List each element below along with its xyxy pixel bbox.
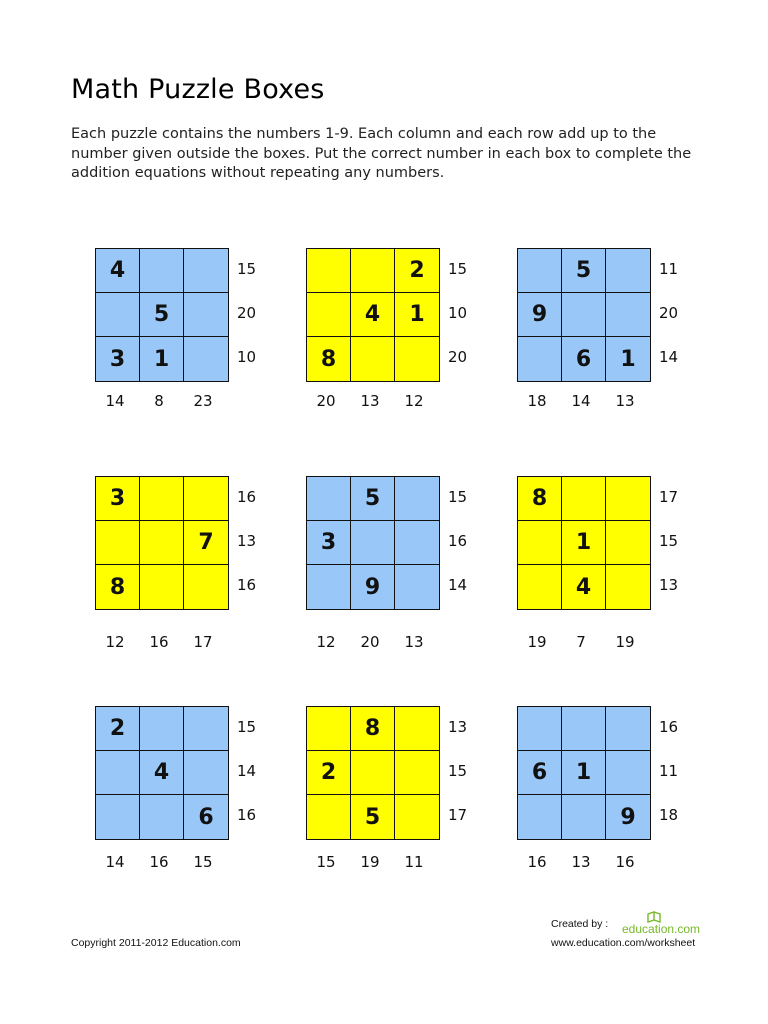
puzzle-cell[interactable]	[96, 795, 140, 839]
row-sum: 15	[659, 532, 679, 550]
puzzle-cell[interactable]	[140, 521, 184, 565]
puzzle-cell[interactable]	[518, 795, 562, 839]
puzzle-cell[interactable]	[96, 521, 140, 565]
website-url[interactable]: www.education.com/worksheet	[551, 937, 696, 949]
puzzle-6	[517, 476, 747, 651]
puzzle-cell[interactable]	[562, 707, 606, 751]
puzzle-1	[95, 248, 325, 418]
puzzle-cell[interactable]	[140, 707, 184, 751]
puzzle-cell[interactable]: 5	[562, 249, 606, 293]
row-sum: 13	[659, 576, 679, 594]
puzzle-cell[interactable]: 4	[96, 249, 140, 293]
puzzle-cell[interactable]	[395, 521, 439, 565]
column-sum: 11	[404, 853, 424, 871]
column-sum: 12	[404, 392, 424, 410]
puzzle-cell[interactable]	[140, 795, 184, 839]
column-sum: 12	[105, 633, 125, 651]
puzzle-cell[interactable]	[395, 751, 439, 795]
column-sum: 19	[527, 633, 547, 651]
puzzle-cell[interactable]	[307, 565, 351, 609]
puzzle-cell[interactable]	[96, 293, 140, 337]
row-sum: 13	[448, 718, 468, 736]
puzzle-cell[interactable]	[395, 477, 439, 521]
puzzle-cell[interactable]: 7	[184, 521, 228, 565]
puzzle-4	[95, 476, 325, 651]
puzzle-cell[interactable]	[562, 795, 606, 839]
puzzle-cell[interactable]	[140, 565, 184, 609]
column-sum: 7	[576, 633, 586, 651]
column-sum: 13	[571, 853, 591, 871]
puzzle-cell[interactable]	[562, 477, 606, 521]
column-sum: 18	[527, 392, 547, 410]
row-sum: 16	[659, 718, 679, 736]
row-sum: 17	[659, 488, 679, 506]
puzzle-cell[interactable]: 6	[184, 795, 228, 839]
row-sum: 16	[237, 806, 257, 824]
column-sum: 19	[615, 633, 635, 651]
puzzle-cell[interactable]: 6	[518, 751, 562, 795]
column-sum: 16	[149, 853, 169, 871]
column-sum: 16	[527, 853, 547, 871]
row-sum: 18	[659, 806, 679, 824]
puzzle-cell[interactable]	[307, 795, 351, 839]
puzzle-cell[interactable]	[307, 293, 351, 337]
column-sum: 14	[571, 392, 591, 410]
puzzle-grid	[95, 248, 229, 382]
puzzle-cell[interactable]: 4	[140, 751, 184, 795]
puzzle-cell[interactable]: 3	[96, 337, 140, 381]
puzzle-grid	[306, 706, 440, 840]
puzzle-grid	[95, 706, 229, 840]
puzzle-cell[interactable]	[518, 521, 562, 565]
puzzle-cell[interactable]	[351, 249, 395, 293]
column-sum: 20	[316, 392, 336, 410]
puzzle-cell[interactable]: 5	[140, 293, 184, 337]
row-sum: 20	[237, 304, 257, 322]
puzzle-cell[interactable]	[518, 249, 562, 293]
puzzle-cell[interactable]: 8	[96, 565, 140, 609]
puzzle-cell[interactable]	[307, 477, 351, 521]
row-sum: 15	[448, 260, 468, 278]
puzzle-cell[interactable]	[606, 249, 650, 293]
puzzle-grid	[517, 248, 651, 382]
row-sum: 14	[448, 576, 468, 594]
column-sum: 14	[105, 853, 125, 871]
column-sum: 15	[316, 853, 336, 871]
logo-text: education.com	[622, 922, 701, 936]
column-sum: 13	[404, 633, 424, 651]
puzzle-grid	[517, 476, 651, 610]
puzzle-cell[interactable]	[184, 293, 228, 337]
puzzle-cell[interactable]: 8	[307, 337, 351, 381]
puzzle-cell[interactable]	[395, 565, 439, 609]
row-sum: 15	[237, 718, 257, 736]
row-sum: 14	[659, 348, 679, 366]
puzzle-5	[306, 476, 536, 651]
column-sum: 15	[193, 853, 213, 871]
puzzle-cell[interactable]	[140, 249, 184, 293]
puzzle-8	[306, 706, 536, 876]
puzzle-grid	[306, 476, 440, 610]
puzzle-cell[interactable]: 1	[606, 337, 650, 381]
puzzle-cell[interactable]	[184, 249, 228, 293]
row-sum: 15	[448, 488, 468, 506]
row-sum: 15	[448, 762, 468, 780]
puzzle-cell[interactable]	[606, 707, 650, 751]
puzzle-cell[interactable]	[395, 707, 439, 751]
column-sum: 14	[105, 392, 125, 410]
puzzle-cell[interactable]: 1	[562, 521, 606, 565]
puzzle-cell[interactable]	[307, 707, 351, 751]
puzzle-cell[interactable]: 4	[562, 565, 606, 609]
puzzle-cell[interactable]	[184, 565, 228, 609]
row-sum: 14	[237, 762, 257, 780]
instructions: Each puzzle contains the numbers 1-9. Each column and each row add up to the number given outside the boxes. Put the correct number in each box to complete the addition equations without repeating any numbers.	[71, 126, 692, 181]
column-sum: 16	[615, 853, 635, 871]
copyright: Copyright 2011-2012 Education.com	[71, 937, 241, 949]
puzzle-cell[interactable]	[184, 707, 228, 751]
puzzle-cell[interactable]: 8	[518, 477, 562, 521]
column-sum: 8	[154, 392, 164, 410]
puzzle-cell[interactable]: 1	[140, 337, 184, 381]
puzzle-cell[interactable]	[307, 249, 351, 293]
puzzle-cell[interactable]	[606, 293, 650, 337]
row-sum: 16	[448, 532, 468, 550]
column-sum: 12	[316, 633, 336, 651]
created-by-label: Created by :	[551, 918, 609, 930]
puzzle-cell[interactable]	[518, 707, 562, 751]
puzzle-2	[306, 248, 536, 418]
puzzle-grid	[306, 248, 440, 382]
puzzle-cell[interactable]: 1	[395, 293, 439, 337]
puzzle-cell[interactable]: 9	[518, 293, 562, 337]
row-sum: 16	[237, 576, 257, 594]
row-sum: 11	[659, 762, 679, 780]
puzzle-cell[interactable]: 6	[562, 337, 606, 381]
puzzle-cell[interactable]	[184, 751, 228, 795]
puzzle-cell[interactable]: 3	[307, 521, 351, 565]
puzzle-cell[interactable]: 2	[307, 751, 351, 795]
puzzle-cell[interactable]: 9	[606, 795, 650, 839]
row-sum: 15	[237, 260, 257, 278]
row-sum: 20	[448, 348, 468, 366]
puzzle-cell[interactable]: 8	[351, 707, 395, 751]
puzzle-cell[interactable]	[606, 477, 650, 521]
row-sum: 10	[448, 304, 468, 322]
row-sum: 10	[237, 348, 257, 366]
puzzle-cell[interactable]: 5	[351, 795, 395, 839]
puzzle-cell[interactable]	[184, 477, 228, 521]
column-sum: 17	[193, 633, 213, 651]
column-sum: 13	[360, 392, 380, 410]
puzzle-cell[interactable]	[606, 565, 650, 609]
puzzle-cell[interactable]	[518, 337, 562, 381]
row-sum: 11	[659, 260, 679, 278]
puzzle-cell[interactable]	[395, 337, 439, 381]
row-sum: 20	[659, 304, 679, 322]
puzzle-cell[interactable]: 1	[562, 751, 606, 795]
column-sum: 23	[193, 392, 213, 410]
puzzle-3	[517, 248, 747, 418]
puzzle-cell[interactable]	[395, 795, 439, 839]
column-sum: 13	[615, 392, 635, 410]
puzzle-cell[interactable]	[606, 751, 650, 795]
puzzle-cell[interactable]	[184, 337, 228, 381]
column-sum: 19	[360, 853, 380, 871]
row-sum: 13	[237, 532, 257, 550]
education-logo	[618, 910, 701, 936]
column-sum: 20	[360, 633, 380, 651]
puzzle-cell[interactable]: 9	[351, 565, 395, 609]
puzzle-cell[interactable]	[351, 337, 395, 381]
puzzle-9	[517, 706, 747, 876]
puzzle-cell[interactable]	[351, 521, 395, 565]
puzzle-grid	[95, 476, 229, 610]
puzzle-cell[interactable]	[351, 751, 395, 795]
puzzle-cell[interactable]: 5	[351, 477, 395, 521]
puzzle-cell[interactable]	[562, 293, 606, 337]
column-sum: 16	[149, 633, 169, 651]
puzzle-cell[interactable]: 2	[395, 249, 439, 293]
puzzle-cell[interactable]	[140, 477, 184, 521]
puzzle-cell[interactable]	[96, 751, 140, 795]
puzzle-7	[95, 706, 325, 876]
puzzle-cell[interactable]	[606, 521, 650, 565]
puzzle-cell[interactable]	[518, 565, 562, 609]
puzzle-cell[interactable]: 2	[96, 707, 140, 751]
puzzle-cell[interactable]: 3	[96, 477, 140, 521]
puzzle-cell[interactable]: 4	[351, 293, 395, 337]
row-sum: 17	[448, 806, 468, 824]
puzzle-grid	[517, 706, 651, 840]
row-sum: 16	[237, 488, 257, 506]
page-title: Math Puzzle Boxes	[71, 74, 325, 105]
